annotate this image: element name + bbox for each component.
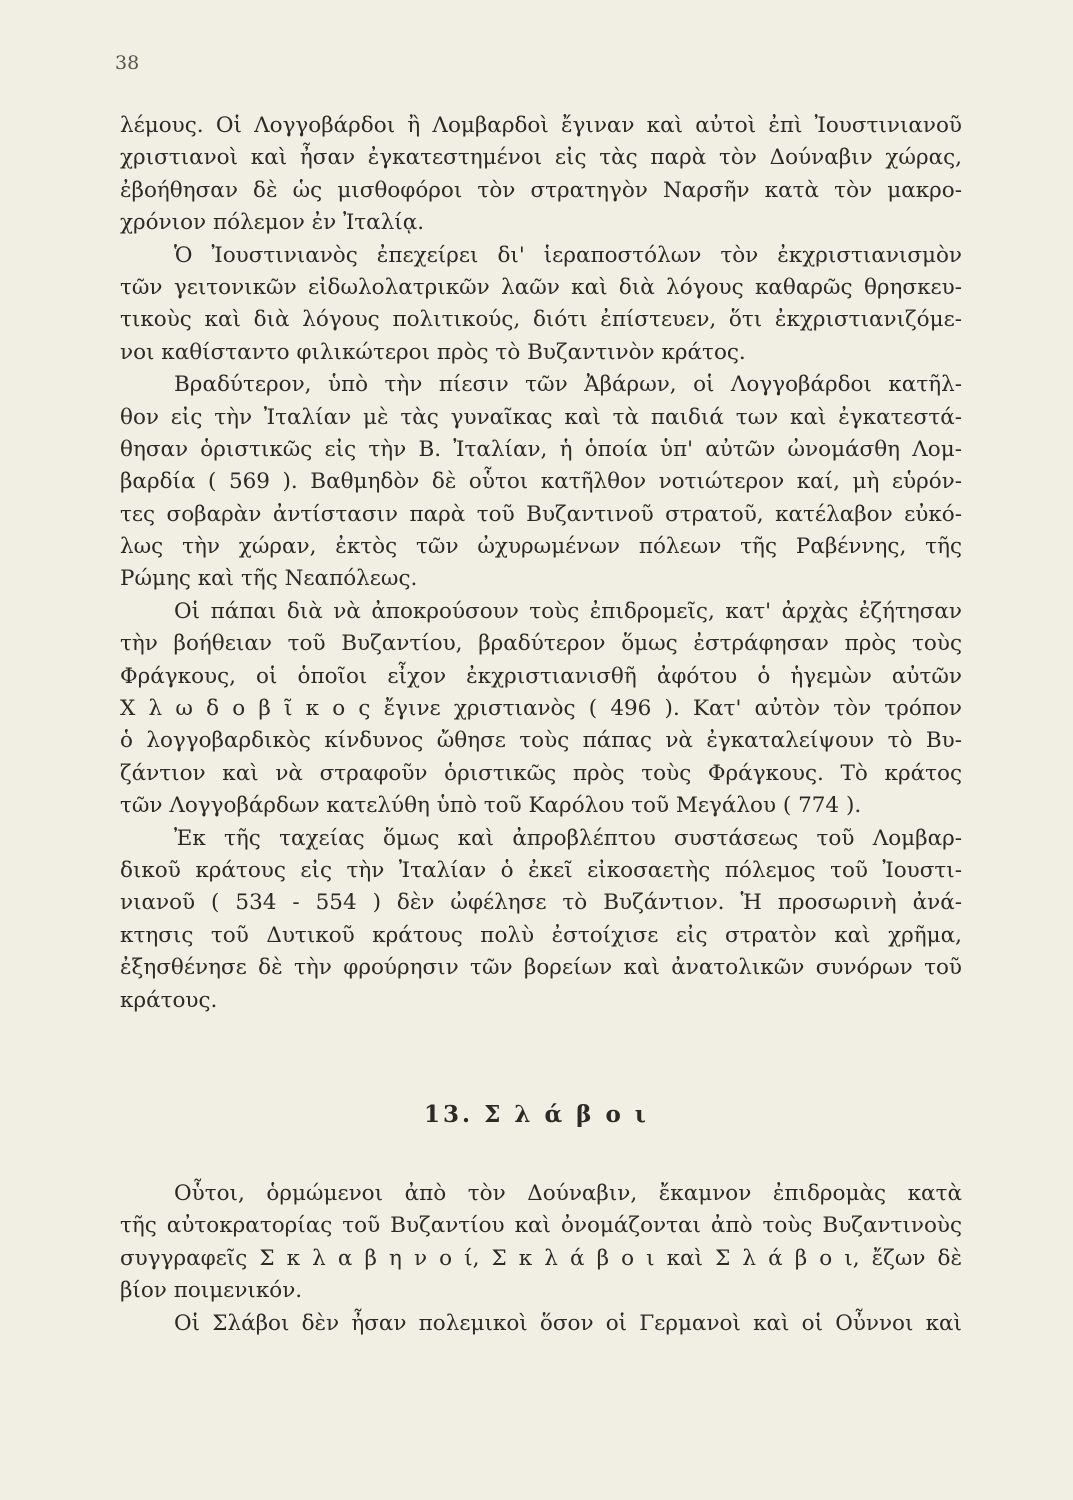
text-line: Φράγκους, οἱ ὁποῖοι εἶχον ἐκχριστιανισθῆ ἀφότου ὁ ἡγεμὼν αὐτῶν <box>120 663 962 689</box>
text-line: θον εἰς τὴν Ἰταλίαν μὲ τὰς γυναῖκας καὶ τὰ παιδιά των καὶ ἐγκατεστά- <box>120 404 962 430</box>
text-line: χρόνιον πόλεμον ἐν Ἰταλίᾳ. <box>120 210 425 236</box>
body-text-lower <box>120 1178 962 1340</box>
text-line: τῶν Λογγοβάρδων κατελύθη ὑπὸ τοῦ Καρόλου τοῦ Μεγάλου ( 774 ). <box>120 793 862 819</box>
text-line: τῆς αὐτοκρατορίας τοῦ Βυζαντίου καὶ ὀνομάζονται ἀπὸ τοὺς Βυζαντινοὺς <box>120 1213 962 1239</box>
text-line: ζάντιον καὶ νὰ στραφοῦν ὁριστικῶς πρὸς τοὺς Φράγκους. Τὸ κράτος <box>120 760 962 786</box>
text-line: Χ λ ω δ ο β ῖ κ ο ς ἔγινε χριστιανὸς ( 496 ). Κατ' αὐτὸν τὸν τρόπον <box>120 696 962 722</box>
text-line: τὴν βοήθειαν τοῦ Βυζαντίου, βραδύτερον ὅμως ἐστράφησαν πρὸς τοὺς <box>120 631 962 657</box>
text-line: Ἐκ τῆς ταχείας ὅμως καὶ ἀπροβλέπτου συστάσεως τοῦ Λομβαρ- <box>174 825 962 851</box>
text-line: Ρώμης καὶ τῆς Νεαπόλεως. <box>120 566 418 592</box>
text-line: Βραδύτερον, ὑπὸ τὴν πίεσιν τῶν Ἀβάρων, οἱ Λογγοβάρδοι κατῆλ- <box>174 372 962 398</box>
text-line: νοι καθίσταντο φιλικώτεροι πρὸς τὸ Βυζαντινὸν κράτος. <box>120 339 746 365</box>
text-line: ὁ λογγοβαρδικὸς κίνδυνος ὤθησε τοὺς πάπας νὰ ἐγκαταλείψουν τὸ Βυ- <box>120 728 962 754</box>
text-line: λως τὴν χώραν, ἐκτὸς τῶν ὠχυρωμένων πόλεων τῆς Ραβέννης, τῆς <box>120 534 962 560</box>
text-line: συγγραφεῖς Σ κ λ α β η ν ο ί, Σ κ λ ά β ο ι καὶ Σ λ ά β ο ι, ἔζων δὲ <box>120 1245 962 1271</box>
text-line: χριστιανοὶ καὶ ἦσαν ἐγκατεστημένοι εἰς τὰς παρὰ τὸν Δούναβιν χώρας, <box>120 145 962 171</box>
text-line: βίον ποιμενικόν. <box>120 1278 303 1304</box>
text-line: Οὗτοι, ὁρμώμενοι ἀπὸ τὸν Δούναβιν, ἔκαμνον ἐπιδρομὰς κατὰ <box>174 1181 962 1206</box>
section-heading: 13. Σ λ ά β ο ι <box>424 1101 649 1128</box>
text-line: βαρδία ( 569 ). Βαθμηδὸν δὲ οὗτοι κατῆλθον νοτιώτερον καί, μὴ εὑρόν- <box>120 469 962 495</box>
body-text-upper <box>120 110 962 1017</box>
text-line: Ὁ Ἰουστινιανὸς ἐπεχείρει δι' ἱεραποστόλων τὸν ἐκχριστιανισμὸν <box>174 242 962 268</box>
text-line: ἐβοήθησαν δὲ ὡς μισθοφόροι τὸν στρατηγὸν Ναρσῆν κατὰ τὸν μακρο- <box>120 177 962 203</box>
text-line: τῶν γειτονικῶν εἰδωλολατρικῶν λαῶν καὶ διὰ λόγους καθαρῶς θρησκευ- <box>120 274 962 300</box>
text-line: ἐξησθένησε δὲ τὴν φρούρησιν τῶν βορείων καὶ ἀνατολικῶν συνόρων τοῦ <box>120 955 962 981</box>
text-line: θησαν ὁριστικῶς εἰς τὴν Β. Ἰταλίαν, ἡ ὁποία ὑπ' αὐτῶν ὠνομάσθη Λομ- <box>120 436 962 462</box>
page-number: 38 <box>115 52 140 74</box>
text-line: δικοῦ κράτους εἰς τὴν Ἰταλίαν ὁ ἐκεῖ εἰκοσαετὴς πόλεμος τοῦ Ἰουστι- <box>120 857 962 883</box>
text-line: κτησις τοῦ Δυτικοῦ κράτους πολὺ ἐστοίχισε εἰς στρατὸν καὶ χρῆμα, <box>120 922 962 948</box>
text-line: κράτους. <box>120 987 218 1013</box>
text-line: νιανοῦ ( 534 - 554 ) δὲν ὠφέλησε τὸ Βυζάντιον. Ἡ προσωρινὴ ἀνά- <box>120 890 962 916</box>
text-line: τικοὺς καὶ διὰ λόγους πολιτικούς, διότι ἐπίστευεν, ὅτι ἐκχριστιανιζόμε- <box>120 307 962 333</box>
text-line: Οἱ πάπαι διὰ νὰ ἀποκρούσουν τοὺς ἐπιδρομεῖς, κατ' ἀρχὰς ἐζήτησαν <box>174 598 962 624</box>
text-line: τες σοβαρὰν ἀντίστασιν παρὰ τοῦ Βυζαντινοῦ στρατοῦ, κατέλαβον εὐκό- <box>120 501 962 527</box>
text-line: λέμους. Οἱ Λογγοβάρδοι ἢ Λομβαρδοὶ ἔγιναν καὶ αὐτοὶ ἐπὶ Ἰουστινιανοῦ <box>120 113 962 138</box>
text-line: Οἱ Σλάβοι δὲν ἦσαν πολεμικοὶ ὅσον οἱ Γερμανοὶ καὶ οἱ Οὖννοι καὶ <box>174 1310 962 1336</box>
